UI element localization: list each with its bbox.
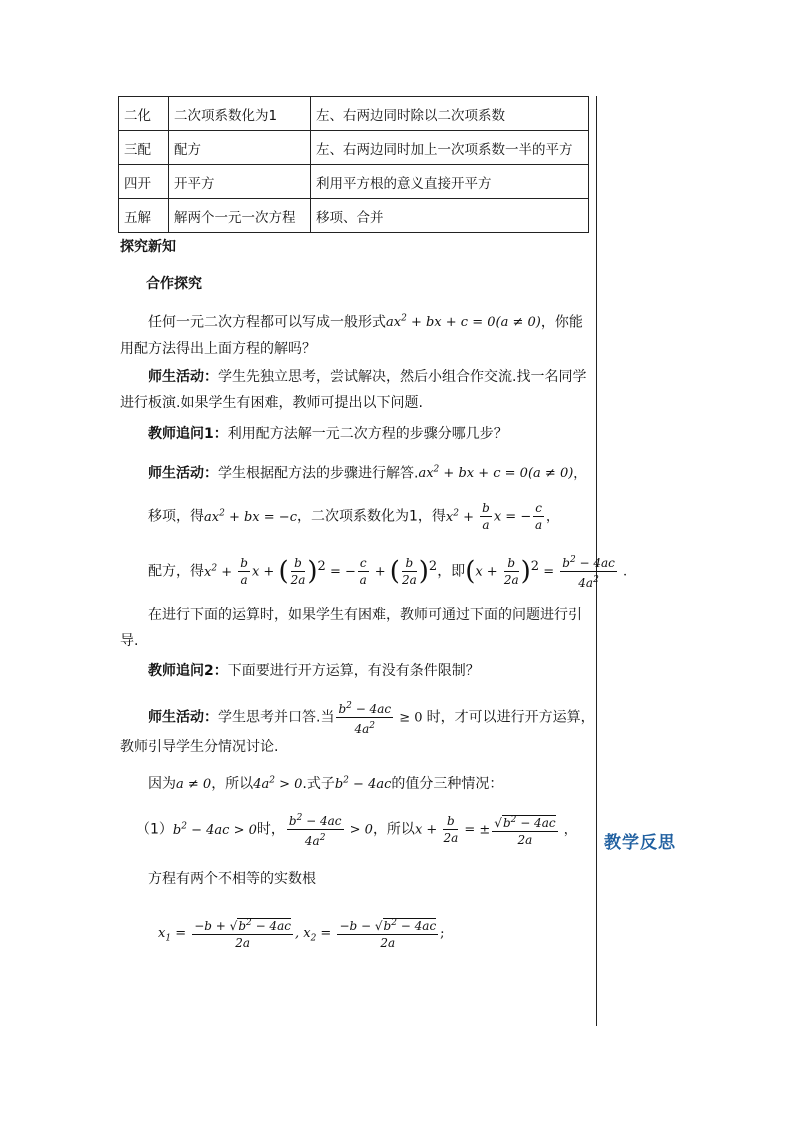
paragraph: 教师追问2：下面要进行开方运算，有没有条件限制？ <box>148 663 480 679</box>
table-row <box>119 97 589 131</box>
subsection-title: 合作探究 <box>146 276 202 292</box>
table-row <box>119 165 589 199</box>
action-cell: 开平方 <box>169 165 311 199</box>
formula-line: 师生活动：学生思考并口答.当 $\frac{b^2 - 4ac}{4a^2}$ ≥ 0 时，才可以进行开方运算， <box>148 698 595 737</box>
step-cell: 四开 <box>119 165 169 199</box>
action-cell: 配方 <box>169 131 311 165</box>
formula-line: 移项，得$ax^2$ + bx = −c，二次项系数化为1，得$x^2$ + $\frac{b}{a}$ x = − $\frac{c}{a}$ ， <box>148 501 559 532</box>
table-row <box>119 131 589 165</box>
paragraph: 在进行下面的运算时，如果学生有困难，教师可通过下面的问题进行引导. <box>120 607 582 649</box>
desc-cell: 移项、合并 <box>311 199 589 233</box>
teaching-reflection-label: 教学反思 <box>604 833 676 853</box>
step-cell: 三配 <box>119 131 169 165</box>
desc-cell: 左、右两边同时除以二次项系数 <box>311 97 589 131</box>
action-cell: 解两个一元一次方程 <box>169 199 311 233</box>
paragraph: 教师追问1：利用配方法解一元二次方程的步骤分哪几步？ <box>148 426 508 442</box>
formula-line: 因为a ≠ 0，所以$4a^2 > 0$.式子$b^2 - 4ac$的值分三种情况： <box>148 775 504 792</box>
desc-cell: 左、右两边同时加上一次项系数一半的平方 <box>311 131 589 165</box>
roots-formula: $x_1$ = $\frac{-b + √b^2 - 4ac}{2a}$ , $x_2$ = $\frac{-b - √b^2 - 4ac}{2a}$ ; <box>158 915 445 951</box>
formula-line: 配方，得$x^2$ + $\frac{b}{a}$ x + ( $\frac{b}{2a}$ )$^2$ = − $\frac{c}{a}$ + ( $\frac{b}{2a}$ )$^2$，即(x + $\frac{b}{2a}$ )$^2$ = $\frac{b^2 - 4ac}{4a^2}$ . <box>148 552 627 591</box>
section-title: 探究新知 <box>120 239 176 255</box>
action-cell: 二次项系数化为1 <box>169 97 311 131</box>
paragraph: 任何一元二次方程都可以写成一般形式$ax^2$ + bx + c = 0(a ≠ 0)，你能用配方法得出上面方程的解吗？ <box>120 314 583 358</box>
step-cell: 二化 <box>119 97 169 131</box>
step-cell: 五解 <box>119 199 169 233</box>
paragraph: 教师引导学生分情况讨论. <box>120 739 279 755</box>
method-steps-table <box>118 96 589 233</box>
paragraph: 师生活动：学生根据配方法的步骤进行解答$.ax^2$ + bx + c = 0(a ≠ 0)， <box>148 465 587 482</box>
paragraph: 方程有两个不相等的实数根 <box>148 871 316 887</box>
paragraph: 师生活动：学生先独立思考，尝试解决，然后小组合作交流.找一名同学进行板演.如果学生有困难，教师可提出以下问题. <box>120 369 587 411</box>
formula-line: $(1)b^2 - 4ac > 0$时， $\frac{b^2 - 4ac}{4a^2}$ > 0，所以x + $\frac{b}{2a}$ = ± $\frac{√b^2 - 4ac}{2a}$ ， <box>136 810 577 849</box>
desc-cell: 利用平方根的意义直接开平方 <box>311 165 589 199</box>
table-row <box>119 199 589 233</box>
general-form-formula: $ax^2$ + bx + c = 0(a ≠ 0) <box>386 314 541 331</box>
